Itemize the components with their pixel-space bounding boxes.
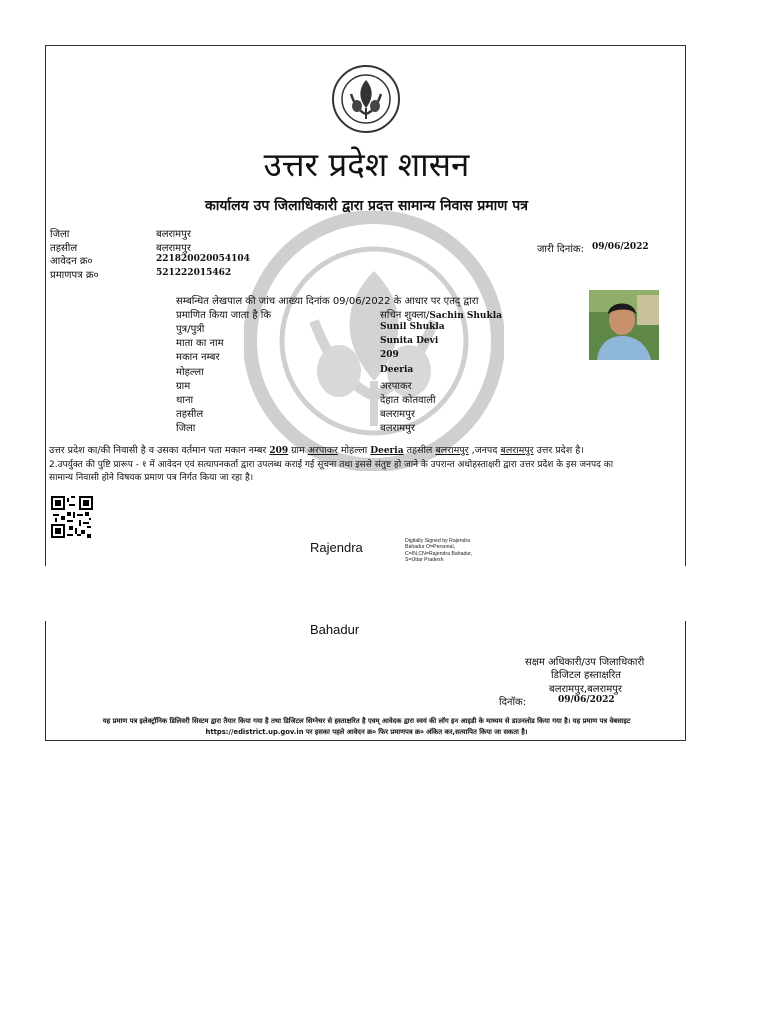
village-label: ग्राम bbox=[176, 381, 191, 392]
officer-designation: सक्षम अधिकारी/उप जिलाधिकारी bbox=[525, 657, 645, 668]
verification-intro-line2: प्रमाणित किया जाता है कि bbox=[176, 310, 272, 321]
police-value: देहात कोतवाली bbox=[380, 395, 436, 406]
mother-label: माता का नाम bbox=[176, 338, 224, 349]
signature-name-part1: Rajendra bbox=[310, 540, 363, 555]
statement-line2: 2.उपर्युक्त की पुष्टि प्रारूप - १ में आवेदन एवं सत्यापनकर्ता द्वारा उपलब्ध कराई गई सूचना तथा इससे संतुष्ट हो जाने के उपरान्त अधोहस्ताक्षरी द्वारा उत्तर प्रदेश के इस जनपद का bbox=[49, 460, 614, 470]
district2-value: बलरामपुर bbox=[380, 423, 415, 434]
certificate-label: प्रमाणपत्र क्र० bbox=[50, 270, 99, 281]
locality-label: मोहल्ला bbox=[176, 367, 204, 378]
tehsil-label: तहसील bbox=[50, 243, 78, 254]
tehsil2-label: तहसील bbox=[176, 409, 204, 420]
application-label: आवेदन क्र० bbox=[50, 256, 93, 267]
statement-line3: सामान्य निवासी होने विषयक प्रमाण पत्र निर्गत किया जा रहा है। bbox=[49, 473, 254, 483]
application-value: 221820020054104 bbox=[156, 254, 250, 264]
up-govt-emblem-icon bbox=[331, 64, 401, 134]
watermark-emblem-icon bbox=[244, 211, 504, 471]
certificate-sheet-top bbox=[45, 45, 686, 566]
house-value: 209 bbox=[380, 350, 399, 360]
issue-date-label: जारी दिनांक: bbox=[537, 244, 584, 255]
digital-signature-block: Digitally Signed by Rajendra Bahadur O=Personal, C=IN,CN=Rajendra Bahadur, S=Uttar Pradesh bbox=[405, 538, 473, 563]
district-label: जिला bbox=[50, 229, 70, 240]
officer-digital-signed: डिजिटल हस्ताक्षरित bbox=[551, 670, 621, 681]
officer-location: बलरामपुर,बलरामपुर bbox=[549, 684, 623, 695]
sign-date-value: 09/06/2022 bbox=[558, 695, 615, 705]
certificate-sheet-bottom bbox=[45, 621, 686, 741]
verification-intro-line1: सम्बन्धित लेखपाल की जांच आख्या दिनांक 09/06/2022 के आधार पर एतद् द्वारा bbox=[176, 296, 479, 307]
applicant-name: सचिन शुक्ला/Sachin Shukla bbox=[380, 310, 502, 321]
mother-value: Sunita Devi bbox=[380, 336, 439, 346]
sign-date-label: दिनॉक: bbox=[499, 697, 527, 708]
signature-name-part2: Bahadur bbox=[310, 622, 360, 637]
parent-label: पुत्र/पुत्री bbox=[176, 324, 205, 335]
main-title: उत्तर प्रदेश शासन bbox=[263, 145, 470, 184]
tehsil2-value: बलरामपुर bbox=[380, 409, 415, 420]
police-label: थाना bbox=[176, 395, 194, 406]
village-value: अरपाकर bbox=[380, 381, 412, 392]
tehsil-value: बलरामपुर bbox=[156, 243, 191, 254]
applicant-photo bbox=[589, 290, 659, 360]
footer-line1: यह प्रमाण पत्र इलेक्ट्रॉनिक डिलिवरी सिस्टम द्वारा तैयार किया गया है तथा डिजिटल सिग्नेचर से हस्ताक्षरित है एवम् आवेदक द्वारा स्वयं की लॉग इन आइडी के माध्यम से डाउनलोड किया गया है। यह प्रमाण पत्र वेबसाइट bbox=[102, 717, 631, 725]
issue-date-value: 09/06/2022 bbox=[592, 242, 649, 252]
locality-value: Deeria bbox=[380, 365, 414, 375]
statement-line1: उत्तर प्रदेश का/की निवासी है व उसका वर्तमान पता मकान नम्बर 209 ग्राम अरपाकर मोहल्ला Deeria तहसील बलरामपुर ,जनपद बलरामपुर उत्तर प्रदेश है। bbox=[49, 445, 584, 456]
footer-line2: https://edistrict.up.gov.in पर इसका पहले आवेदन क्र० फिर प्रमाणपत्र क्र० अंकित कर,सत्यापित किया जा सकता है। bbox=[205, 728, 528, 736]
certificate-value: 521222015462 bbox=[156, 268, 232, 278]
qr-code-icon bbox=[51, 496, 93, 538]
sub-title: कार्यालय उप जिलाधिकारी द्वारा प्रदत्त सामान्य निवास प्रमाण पत्र bbox=[205, 198, 528, 214]
district2-label: जिला bbox=[176, 423, 196, 434]
parent-value: Sunil Shukla bbox=[380, 322, 445, 332]
district-value: बलरामपुर bbox=[156, 229, 191, 240]
house-label: मकान नम्बर bbox=[176, 352, 220, 363]
